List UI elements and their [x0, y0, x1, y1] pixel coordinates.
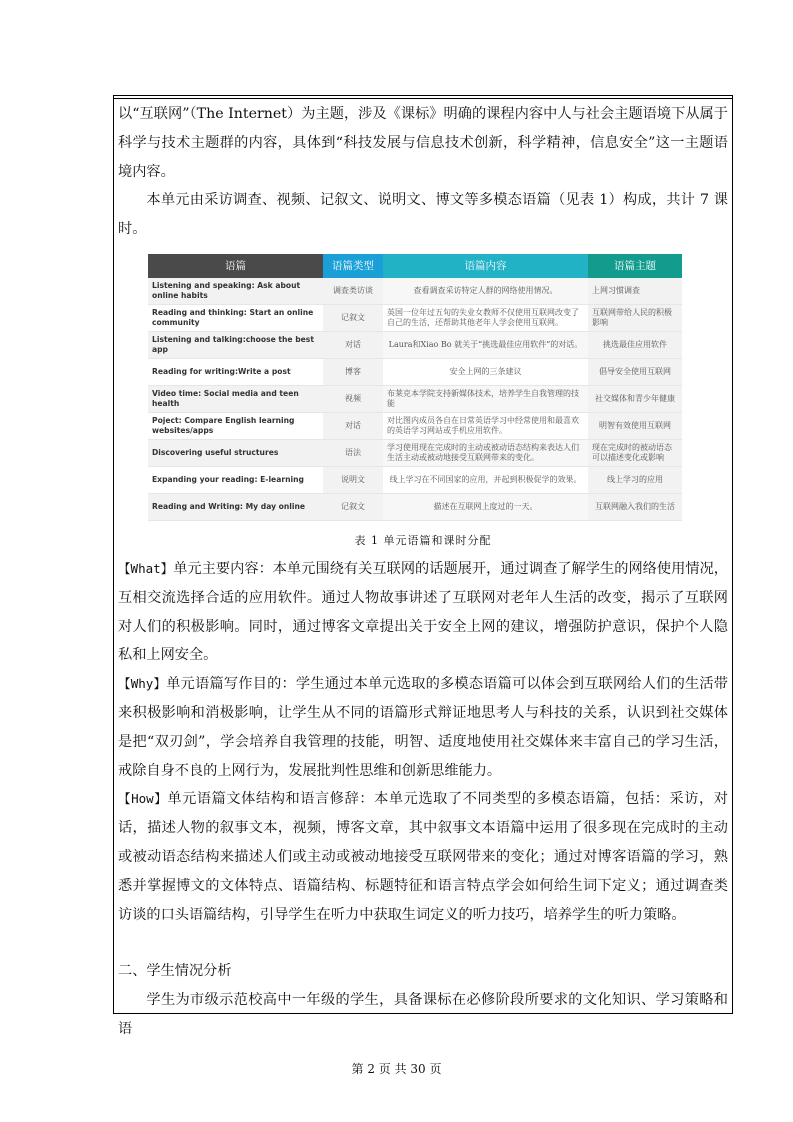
- cell-theme: 挑选最佳应用软件: [588, 331, 682, 358]
- cell-content: 线上学习在不同国家的应用，并起到积极促学的效果。: [383, 466, 588, 493]
- table-row: [148, 358, 682, 385]
- what-paragraph: [118, 555, 728, 670]
- cell-theme: 上网习惯调查: [588, 278, 682, 305]
- cell-type: 语法: [323, 439, 383, 466]
- cell-theme: 社交媒体和青少年健康: [588, 385, 682, 412]
- table-header-row: [148, 254, 682, 278]
- how-text: 单元语篇文体结构和语言修辞：本单元选取了不同类型的多模态语篇，包括：采访，对话，描述人物的叙事文本，视频，博客文章，其中叙事文本语篇中运用了很多现在完成时的主动或被动语态结构来描述人们或主动或被动地接受互联网带来的变化；通过对博客语篇的学习，熟悉并掌握博文的文体特点、语篇结构、标题特征和语言特点学会如何给生词下定义；通过调查类访谈的口头语篇结构，引导学生在听力中获取生词定义的听力技巧，培养学生的听力策略。: [118, 791, 728, 923]
- page-content: [118, 100, 728, 1044]
- cell-type: 对话: [323, 331, 383, 358]
- cell-passage: Listening and speaking: Ask about online habits: [148, 278, 323, 305]
- cell-type: 博客: [323, 358, 383, 385]
- header-passage: 语篇: [148, 254, 323, 278]
- cell-passage: Discovering useful structures: [148, 439, 323, 466]
- table-row: [148, 439, 682, 466]
- cell-passage: Listening and talking:choose the best app: [148, 331, 323, 358]
- unit-table-figure: [148, 254, 682, 521]
- cell-type: 记叙文: [323, 304, 383, 331]
- intro-paragraph: 以“互联网”（The Internet）为主题，涉及《课标》明确的课程内容中人与社会主题语境下从属于科学与技术主题群的内容，具体到“科技发展与信息技术创新，科学精神，信息安全”这一主题语境内容。: [118, 106, 728, 180]
- cell-content: 安全上网的三条建议: [383, 358, 588, 385]
- why-tag: 【Why】: [118, 676, 167, 692]
- header-theme: 语篇主题: [588, 254, 682, 278]
- table-row: [148, 412, 682, 439]
- cell-content: 英国一位年过五旬的失业女教师不仅使用互联网改变了自己的生活，还帮助其他老年人学会使用互联网。: [383, 304, 588, 331]
- table-row: [148, 331, 682, 358]
- what-text: 单元主要内容：本单元围绕有关互联网的话题展开，通过调查了解学生的网络使用情况，互相交流选择合适的应用软件。通过人物故事讲述了互联网对老年人生活的改变，揭示了互联网对人们的积极影响。同时，通过博客文章提出关于安全上网的建议，增强防护意识，保护个人隐私和上网安全。: [118, 560, 728, 664]
- section-paragraph: 学生为市级示范校高中一年级的学生，具备课标在必修阶段所要求的文化知识、学习策略和语: [118, 992, 728, 1037]
- cell-content: 学习使用现在完成时的主动或被动语态结构来表达人们生活主动或被动地接受互联网带来的变化。: [383, 439, 588, 466]
- cell-content: 对比图内成员各自在日常英语学习中经常使用和最喜欢的英语学习网站或手机应用软件。: [383, 412, 588, 439]
- cell-content: 查看调查采访特定人群的网络使用情况。: [383, 278, 588, 305]
- table-caption: 表 1 单元语篇和课时分配: [354, 533, 492, 547]
- how-paragraph: [118, 785, 728, 929]
- table-row: [148, 385, 682, 412]
- table-row: [148, 304, 682, 331]
- unit-table: [148, 254, 682, 521]
- cell-content: 描述在互联网上度过的一天。: [383, 493, 588, 520]
- header-type: 语篇类型: [323, 254, 383, 278]
- cell-passage: Video time: Social media and teen health: [148, 385, 323, 412]
- cell-type: 调查类访谈: [323, 278, 383, 305]
- cell-theme: 互联网带给人民的积极影响: [588, 304, 682, 331]
- how-tag: 【How】: [118, 791, 168, 807]
- cell-type: 视频: [323, 385, 383, 412]
- cell-type: 对话: [323, 412, 383, 439]
- section-heading: 二、学生情况分析: [118, 963, 232, 980]
- cell-theme: 现在完成时的被动语态可以描述变化或影响: [588, 439, 682, 466]
- table-row: [148, 466, 682, 493]
- cell-passage: Reading for writing:Write a post: [148, 358, 323, 385]
- cell-content: 布莱克本学院支持新媒体技术，培养学生自我管理的技能: [383, 385, 588, 412]
- cell-passage: Expanding your reading: E-learning: [148, 466, 323, 493]
- cell-type: 说明文: [323, 466, 383, 493]
- cell-theme: 明智有效使用互联网: [588, 412, 682, 439]
- cell-type: 记叙文: [323, 493, 383, 520]
- cell-passage: Poject: Compare English learning websites/apps: [148, 412, 323, 439]
- structure-paragraph: 本单元由采访调查、视频、记叙文、说明文、博文等多模态语篇（见表 1）构成，共计 7 课时。: [118, 192, 728, 238]
- header-content: 语篇内容: [383, 254, 588, 278]
- why-paragraph: [118, 670, 728, 785]
- page-footer: 第 2 页 共 30 页: [351, 1062, 442, 1076]
- cell-passage: Reading and Writing: My day online: [148, 493, 323, 520]
- what-tag: 【What】: [118, 560, 174, 576]
- cell-theme: 倡导安全使用互联网: [588, 358, 682, 385]
- cell-theme: 互联网融入我们的生活: [588, 493, 682, 520]
- table-row: [148, 493, 682, 520]
- cell-passage: Reading and thinking: Start an online community: [148, 304, 323, 331]
- why-text: 单元语篇写作目的：学生通过本单元选取的多模态语篇可以体会到互联网给人们的生活带来积极影响和消极影响，让学生从不同的语篇形式辩证地思考人与科技的关系，认识到社交媒体是把“双刃剑”，学会培养自我管理的技能，明智、适度地使用社交媒体来丰富自己的学习生活，戒除自身不良的上网行为，发展批判性思维和创新思维能力。: [118, 676, 728, 779]
- cell-content: Laura和Xiao Bo 就关于“挑选最佳应用软件”的对话。: [383, 331, 588, 358]
- blank-line: [118, 929, 728, 957]
- cell-theme: 线上学习的应用: [588, 466, 682, 493]
- table-row: [148, 278, 682, 305]
